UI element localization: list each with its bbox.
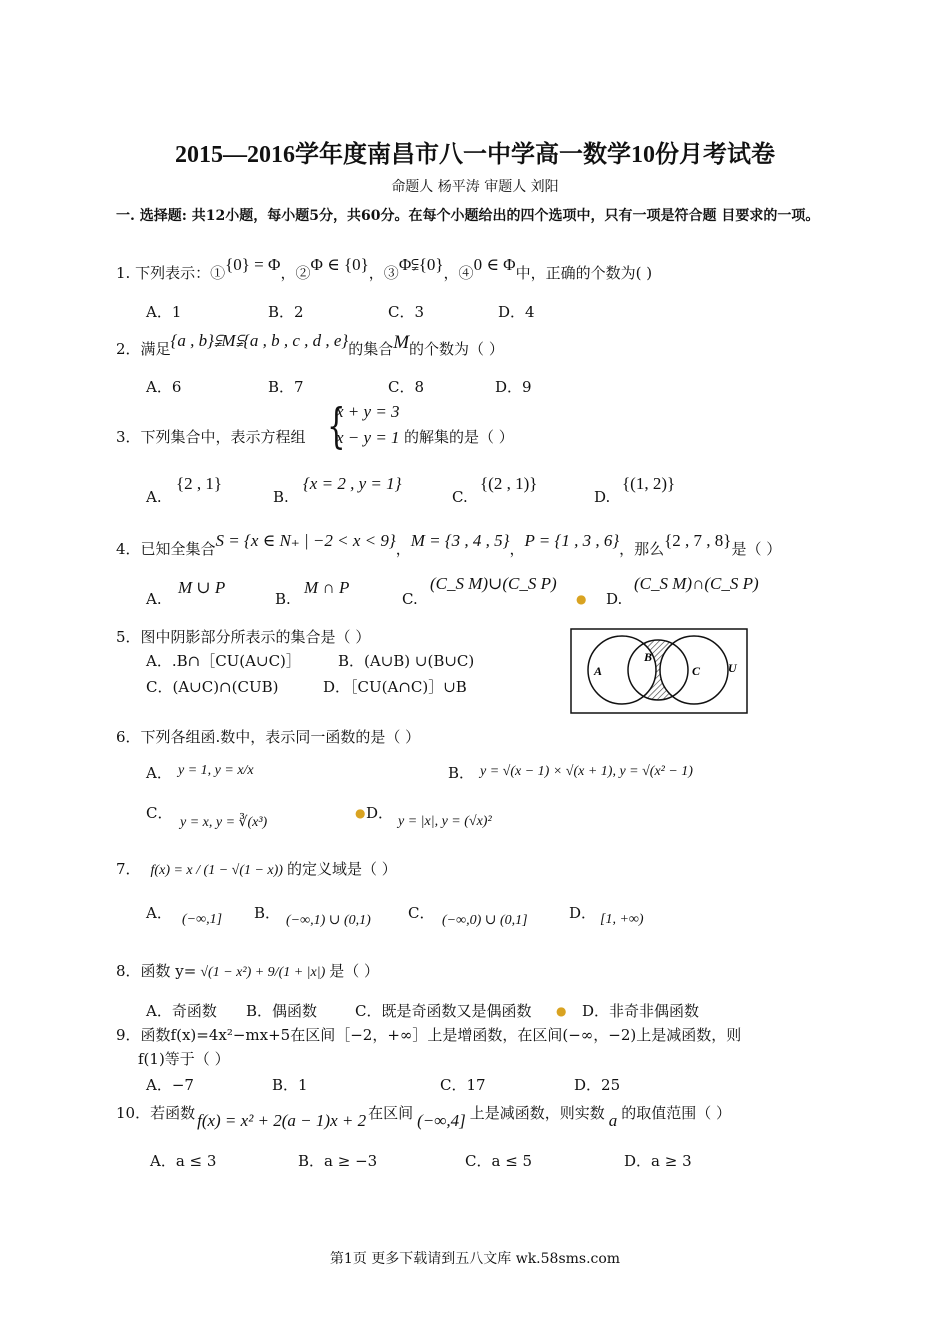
question-10 [116, 1102, 732, 1130]
authors-line: 命题人 杨平涛 审题人 刘阳 [391, 179, 559, 195]
q2-text: 的集合 [348, 340, 394, 358]
q10-function: f(x) = x² + 2(a − 1)x + 2 [197, 1111, 367, 1130]
q4-option-c-label: C. [402, 590, 418, 608]
q3-option-c-label: C. [452, 488, 468, 506]
q10-interval: (−∞,4] [417, 1111, 466, 1130]
q9-option-d: D．25 [574, 1076, 621, 1094]
q9-option-a: A．−7 [146, 1076, 194, 1094]
q7-option-c-label: C． [408, 904, 435, 922]
q1-option-d: D．4 [498, 303, 535, 321]
q4-expr-m: M = {3 , 4 , 5} [410, 531, 510, 550]
q7-option-c: (−∞,0) ∪ (0,1] [442, 913, 528, 928]
q5-option-a: A．.B∩［CU(A∪C)］ [146, 652, 301, 670]
q1-option-b: B．2 [268, 303, 304, 321]
q2-expr: {a , b}⫋M⫋{a , b , c , d , e} [170, 331, 349, 350]
q10-text: 在区间 [368, 1104, 414, 1122]
q10-var: a [608, 1111, 618, 1130]
question-7 [116, 858, 397, 879]
q3-stem: 3．下列集合中，表示方程组 [116, 428, 306, 446]
q9-stem-line-2: f(1)等于（ ） [138, 1050, 230, 1068]
q4-option-d-label: D. [606, 590, 623, 608]
question-8 [116, 960, 379, 981]
q4-expr-set: {2 , 7 , 8} [664, 531, 732, 550]
q5-option-d: D．［CU(A∩C)］∪B [323, 678, 467, 696]
q6-option-d: y = |x|, y = (√x)² [398, 814, 492, 829]
q3-eq-1: x + y = 3 [336, 402, 400, 421]
q10-text: 的取值范围（ ） [621, 1104, 732, 1122]
q3-option-a: {2 , 1} [176, 474, 223, 493]
q4-text: ，那么 [619, 540, 665, 558]
q6-option-d-label: D． [366, 804, 394, 822]
q7-option-d: [1, +∞) [600, 912, 644, 927]
q5-option-b: B．(A∪B) ∪(B∪C) [338, 652, 475, 670]
q7-text: 的定义域是（ ） [286, 860, 397, 878]
q6-option-b-label: B． [448, 764, 475, 782]
q1-option-c: C．3 [388, 303, 425, 321]
q3-brace: { [327, 398, 346, 454]
q9-option-b: B．1 [272, 1076, 308, 1094]
label-u: U [728, 661, 737, 675]
q10-option-d: D．a ≥ 3 [624, 1152, 692, 1170]
q4-expr-p: P = {1 , 3 , 6} [524, 531, 620, 550]
q5-option-c: C．(A∪C)∩(CUB) [146, 678, 279, 696]
q1-text: ，④ [443, 264, 474, 282]
q1-text: ，③ [368, 264, 399, 282]
q5-stem: 5．图中阴影部分所表示的集合是（ ） [116, 628, 371, 646]
q10-text: 上是减函数，则实数 [469, 1104, 605, 1122]
decorative-dot: ● [576, 592, 587, 606]
q8-text: 是（ ） [329, 962, 380, 980]
q1-expr-3: Φ⫋{0} [398, 255, 444, 274]
q6-option-a: y = 1, y = x/x [178, 763, 254, 778]
q10-text: 10．若函数 [116, 1104, 196, 1122]
q8-option-d: D．非奇非偶函数 [582, 1002, 700, 1020]
question-2 [116, 331, 504, 360]
q7-option-a-label: A． [146, 904, 172, 922]
q4-expr-s: S = {x ∈ N₊ | −2 < x < 9} [215, 531, 396, 550]
q2-text: 的个数为（ ） [409, 340, 504, 358]
q1-expr-2: Φ ∈ {0} [310, 255, 369, 274]
q8-option-c: C．既是奇函数又是偶函数 [355, 1002, 532, 1020]
page-title: 2015—2016学年度南昌市八一中学高一数学10份月考试卷 [175, 142, 775, 168]
q6-stem: 6．下列各组函.数中，表示同一函数的是（ ） [116, 728, 421, 746]
q6-option-c: y = x, y = ∛(x³) [180, 815, 268, 830]
q2-option-d: D．9 [495, 378, 532, 396]
q4-text: 4．已知全集合 [116, 540, 216, 558]
q1-expr-4: 0 ∈ Φ [473, 255, 516, 274]
decorative-dot: ● [556, 1004, 567, 1018]
q2-text: 2．满足 [116, 340, 171, 358]
q4-option-b-label: B. [275, 590, 291, 608]
label-b: B [644, 650, 653, 664]
q3-option-d: {(1, 2)} [622, 474, 676, 493]
q7-option-a: (−∞,1] [182, 912, 223, 927]
q4-option-a-label: A. [146, 590, 162, 608]
q3-eq-2: x − y = 1 [336, 428, 400, 447]
q8-text: 8．函数 y= [116, 962, 197, 980]
q2-var: M [393, 332, 410, 353]
q7-number: 7． [116, 860, 141, 878]
q1-option-a: A．1 [146, 303, 182, 321]
q4-text: ， [509, 540, 525, 558]
q4-text: ， [395, 540, 411, 558]
label-a: A [594, 664, 603, 678]
q2-option-a: A．6 [146, 378, 182, 396]
q1-expr-1: {0} = Φ [225, 255, 281, 274]
q3-option-b: {x = 2 , y = 1} [303, 474, 402, 493]
q6-option-a-label: A． [146, 764, 172, 782]
q10-option-a: A．a ≤ 3 [150, 1152, 217, 1170]
q9-option-c: C．17 [440, 1076, 486, 1094]
q6-option-b: y = √(x − 1) × √(x + 1), y = √(x² − 1) [480, 764, 693, 779]
page-footer: 第1页 更多下载请到五八文库 wk.58sms.com [329, 1251, 621, 1267]
q1-text: 1. 下列表示：① [116, 264, 226, 282]
q3-option-c: {(2 , 1)} [480, 474, 538, 493]
q2-option-c: C．8 [388, 378, 425, 396]
q8-function: √(1 − x²) + 9/(1 + |x|) [200, 965, 326, 980]
q2-option-b: B．7 [268, 378, 304, 396]
q7-option-b-label: B． [254, 904, 281, 922]
q10-option-b: B．a ≥ −3 [298, 1152, 378, 1170]
label-c: C [692, 664, 701, 678]
q3-option-b-label: B. [273, 488, 289, 506]
q8-option-a: A．奇函数 [146, 1002, 217, 1020]
question-4 [116, 531, 782, 559]
q4-option-d: (C_S M)∩(C_S P) [634, 574, 759, 593]
q1-text: 中，正确的个数为( ) [515, 264, 653, 282]
section-instructions: 一. 选择题: 共12小题，每小题5分，共60分。在每个小题给出的四个选项中，只有一项是符合题 目要求的一项。 [116, 208, 820, 224]
q3-option-a-label: A. [146, 488, 162, 506]
q4-option-c: (C_S M)∪(C_S P) [430, 574, 557, 593]
venn-diagram [570, 628, 748, 714]
q3-stem-tail: 的解集的是（ ） [404, 428, 514, 446]
q1-text: ，② [280, 264, 311, 282]
q7-option-b: (−∞,1) ∪ (0,1) [286, 913, 371, 928]
q10-option-c: C．a ≤ 5 [465, 1152, 533, 1170]
q7-function: f(x) = x / (1 − √(1 − x)) [150, 863, 283, 878]
q3-option-d-label: D. [594, 488, 611, 506]
q4-text: 是（ ） [731, 540, 782, 558]
q4-option-b: M ∩ P [304, 578, 350, 597]
q7-option-d-label: D． [569, 904, 597, 922]
q9-stem-line-1: 9．函数f(x)=4x²−mx+5在区间［−2，+∞］上是增函数，在区间(−∞，−2)上是减函数，则 [116, 1026, 742, 1044]
decorative-dot: ● [355, 806, 366, 820]
q8-option-b: B．偶函数 [246, 1002, 318, 1020]
q4-option-a: M ∪ P [178, 578, 226, 597]
q6-option-c-label: C． [146, 804, 173, 822]
question-1 [116, 255, 653, 283]
